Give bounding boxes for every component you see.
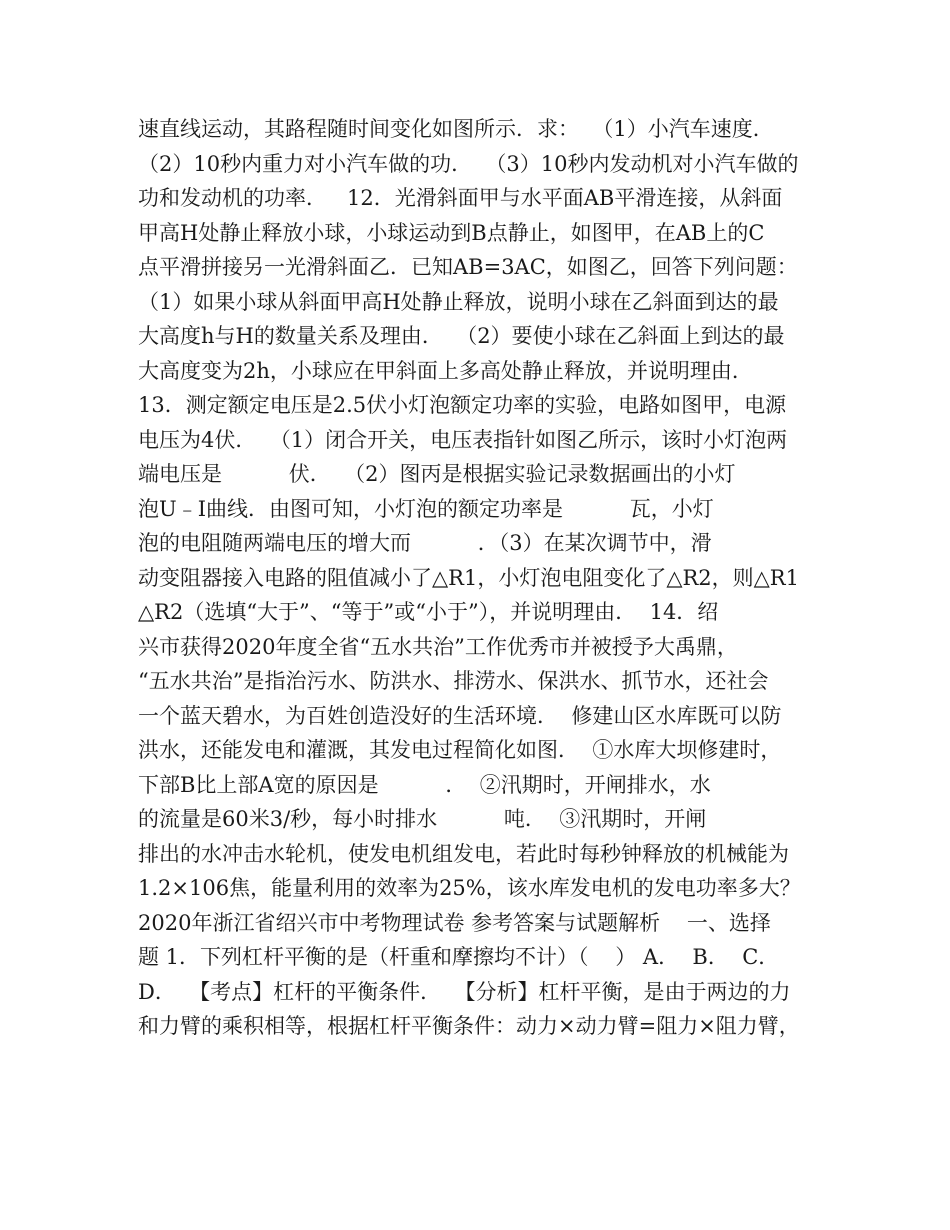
text-line: 功和发动机的功率． 12．光滑斜面甲与水平面AB平滑连接，从斜面 xyxy=(138,186,783,210)
text-line: D． 【考点】杠杆的平衡条件． 【分析】杠杆平衡，是由于两边的力 xyxy=(138,979,791,1004)
text-line: 题 1．下列杠杆平衡的是（杆重和摩擦均不计）（ ） A． B． C． xyxy=(138,945,780,969)
text-line: 动变阻器接入电路的阻值减小了△R1，小灯泡电阻变化了△R2，则△R1 xyxy=(138,565,799,590)
text-line: 1.2×106焦，能量利用的效率为25%，该水库发电机的发电功率多大？ xyxy=(138,876,801,900)
text-line: 排出的水冲击水轮机，使发电机组发电，若此时每秒钟释放的机械能为 xyxy=(138,841,789,866)
text-line: 大高度变为2h，小球应在甲斜面上多高处静止释放，并说明理由． xyxy=(138,358,753,383)
text-line: 的流量是60米3/秒，每小时排水 吨． ③汛期时，开闸 xyxy=(138,807,707,831)
text-line: 洪水，还能发电和灌溉，其发电过程简化如图． ①水库大坝修建时， xyxy=(138,738,782,762)
text-line: 一个蓝天碧水，为百姓创造没好的生活环境． 修建山区水库既可以防 xyxy=(138,703,782,728)
text-line: （2）10秒内重力对小汽车做的功． （3）10秒内发动机对小汽车做的 xyxy=(138,151,799,176)
text-line: 电压为4伏． （1）闭合开关，电压表指针如图乙所示，该时小灯泡两 xyxy=(138,427,788,452)
text-line: 大高度h与H的数量关系及理由． （2）要使小球在乙斜面上到达的最 xyxy=(138,324,785,348)
text-line: 2020年浙江省绍兴市中考物理试卷 参考答案与试题解析 一、选择 xyxy=(138,910,771,935)
text-line: 端电压是 伏． （2）图丙是根据实验记录数据画出的小灯 xyxy=(138,462,736,486)
text-line: “五水共治”是指治污水、防洪水、排涝水、保洪水、抓节水，还社会 xyxy=(138,669,769,693)
text-line: （1）如果小球从斜面甲高H处静止释放，说明小球在乙斜面到达的最 xyxy=(138,289,779,314)
text-line: 点平滑拼接另一光滑斜面乙．已知AB=3AC，如图乙，回答下列问题： xyxy=(138,255,798,279)
text-line: 速直线运动，其路程随时间变化如图所示．求： （1）小汽车速度． xyxy=(138,117,774,141)
text-line: 13．测定额定电压是2.5伏小灯泡额定功率的实验，电路如图甲，电源 xyxy=(138,393,787,417)
text-line: 泡U﹣I曲线．由图可知，小灯泡的额定功率是 瓦，小灯 xyxy=(138,496,714,521)
text-line: 和力臂的乘积相等，根据杠杆平衡条件：动力×动力臂=阻力×阻力臂， xyxy=(138,1014,800,1038)
text-line: 泡的电阻随两端电压的增大而 ．（3）在某次调节中，滑 xyxy=(138,531,712,555)
text-line: 兴市获得2020年度全省“五水共治”工作优秀市并被授予大禹鼎， xyxy=(138,634,738,659)
text-line: △R2（选填“大于”、“等于”或“小于”），并说明理由． 14．绍 xyxy=(138,600,719,624)
text-line: 甲高H处静止释放小球，小球运动到B点静止，如图甲，在AB上的C xyxy=(138,220,765,245)
text-line: 下部B比上部A宽的原因是 ． ②汛期时，开闸排水，水 xyxy=(138,772,711,797)
document-body xyxy=(138,112,818,1044)
